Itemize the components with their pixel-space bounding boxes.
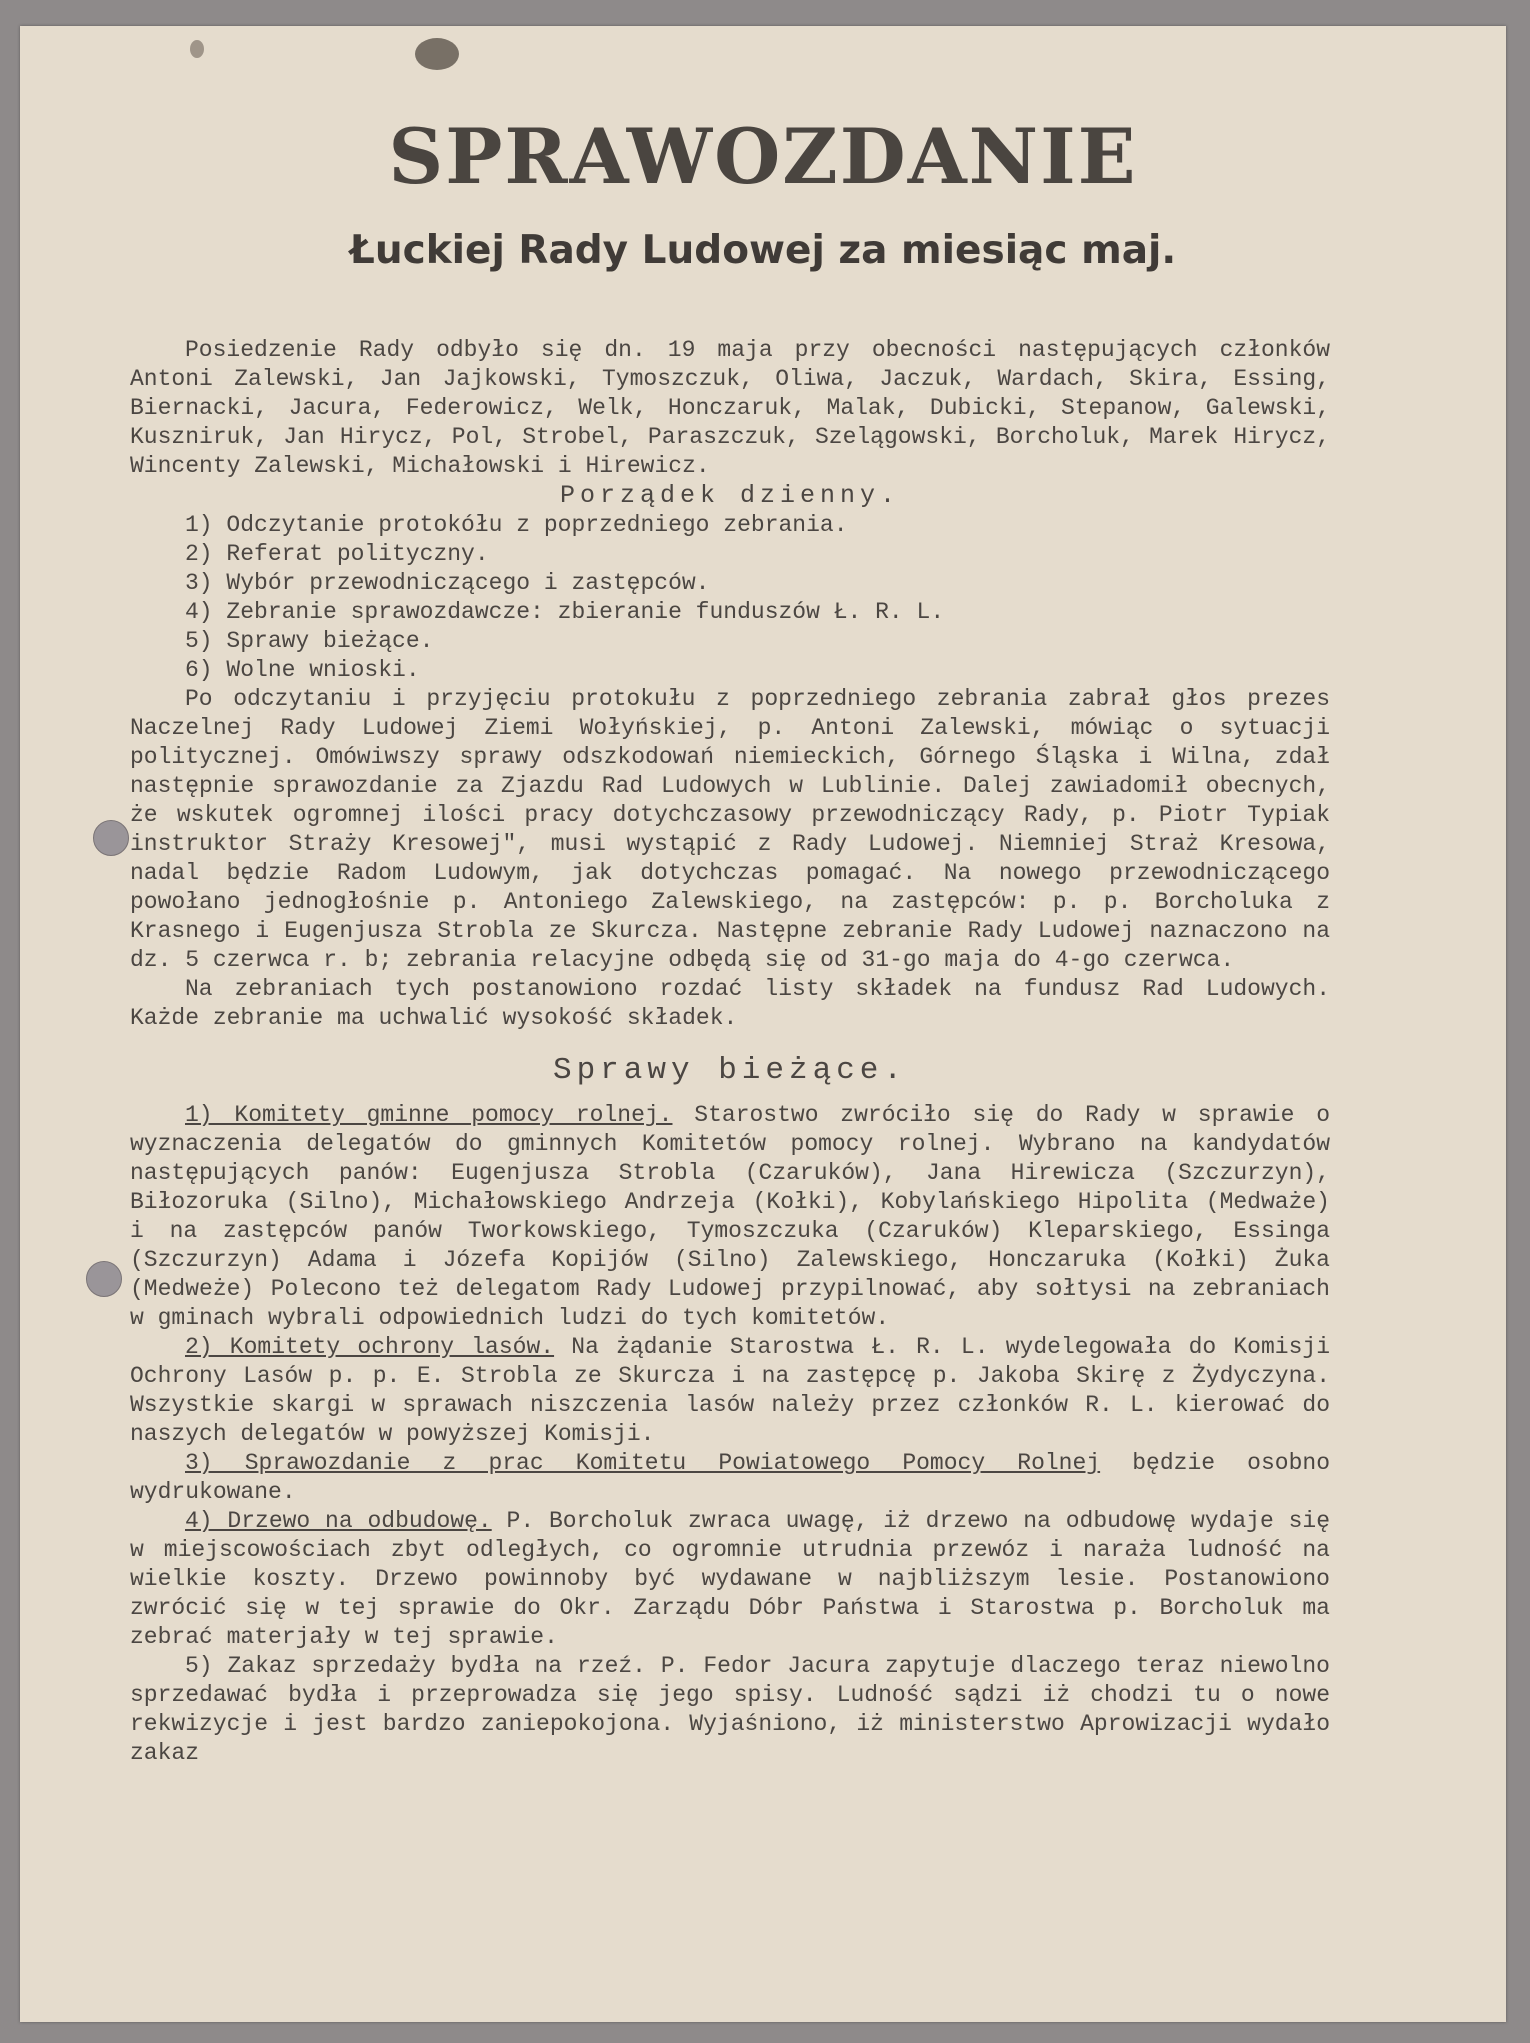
document-subtitle: Łuckiej Rady Ludowej za miesiąc maj.	[349, 228, 1177, 273]
section-heading: Sprawy bieżące.	[552, 1053, 908, 1088]
document-sheet	[20, 26, 1506, 2022]
paragraph: Po odczytaniu i przyjęciu protokułu z poprzedniego zebrania zabrał głos prezes Naczelnej Rady Ludowej Ziemi Wołyńskiej, p. Antoni Zalewski, mówiąc o sytuacji politycznej. Omówiwszy sprawy odszkodowań niemieckich, Górnego Śląska i Wilna, zdał następnie sprawozdanie za Zjazdu Rad Ludowych w Lublinie. Dalej zawiadomił obecnych, że wskutek ogromnej ilości pracy dotychczasowy przewodniczący Rady, p. Piotr Typiak instruktor Straży Kresowej", musi wystąpić z Rady Ludowej. Niemniej Straż Kresowa, nadal będzie Radom Ludowym, jak dotychczas pomagać. Na nowego przewodniczącego powołano jednogłośnie p. Antoniego Zalewskiego, na zastępców: p. p. Borcholuka z Krasnego i Eugenjusza Strobla ze Skurcza. Następne zebranie Rady Ludowej naznaczono na dz. 5 czerwca r. b; zebrania relacyjne odbędą się od 31-go maja do 4-go czerwca.	[130, 686, 1330, 973]
item-paragraph	[130, 1449, 1330, 1507]
agenda-item: 4) Zebranie sprawozdawcze: zbieranie funduszów Ł. R. L.	[185, 599, 945, 625]
item-paragraph	[130, 1507, 1330, 1652]
intro-paragraph: Posiedzenie Rady odbyło się dn. 19 maja przy obecności następujących członków Antoni Zalewski, Jan Jajkowski, Tymoszczuk, Oliwa, Jaczuk, Wardach, Skira, Essing, Biernacki, Jacura, Federowicz, Welk, Honczaruk, Malak, Dubicki, Stepanow, Galewski, Kuszniruk, Jan Hirycz, Pol, Strobel, Paraszczuk, Szelągowski, Borcholuk, Marek Hirycz, Wincenty Zalewski, Michałowski i Hirewicz.	[130, 337, 1330, 479]
item-paragraph	[130, 1652, 1330, 1768]
item-text: P. Borcholuk zwraca uwagę, iż drzewo na odbudowę wydaje się w miejscowościach zbyt odległych, co ogromnie utrudnia przewóz i naraża ludność na wielkie koszty. Drzewo powinnoby być wydawane w najbliższym lesie. Postanowiono zwrócić się w tej sprawie do Okr. Zarządu Dóbr Państwa i Starostwa p. Borcholuk ma zebrać materjały w tej sprawie.	[130, 1508, 1330, 1650]
ink-stain	[415, 38, 459, 70]
document-body	[130, 336, 1330, 1768]
agenda-item: 1) Odczytanie protokółu z poprzedniego zebrania.	[185, 512, 848, 538]
agenda-item: 3) Wybór przewodniczącego i zastępców.	[185, 570, 710, 596]
item-paragraph	[130, 1101, 1330, 1333]
agenda-item: 2) Referat polityczny.	[185, 541, 489, 567]
item-heading: 3) Sprawozdanie z prac Komitetu Powiatowego Pomocy Rolnej	[185, 1450, 1101, 1476]
agenda-heading: Porządek dzienny.	[559, 481, 901, 510]
item-heading: 4) Drzewo na odbudowę.	[185, 1508, 492, 1534]
item-heading: 1) Komitety gminne pomocy rolnej.	[185, 1102, 673, 1128]
item-heading: 2) Komitety ochrony lasów.	[185, 1334, 555, 1360]
punch-hole	[86, 1261, 122, 1297]
item-paragraph	[130, 1333, 1330, 1449]
item-text: będzie osobno wydrukowane.	[130, 1450, 1330, 1505]
agenda-list	[130, 511, 1330, 685]
document-title: SPRAWOZDANIE	[388, 112, 1138, 201]
item-text: 5) Zakaz sprzedaży bydła na rzeź. P. Fedor Jacura zapytuje dlaczego teraz niewolno sprzedawać bydła i przeprowadza się jego spisy. Ludność sądzi iż chodzi tu o nowe rekwizycje i jest bardzo zaniepokojona. Wyjaśniono, iż ministerstwo Aprowizacji wydało zakaz	[130, 1653, 1330, 1766]
agenda-item: 5) Sprawy bieżące.	[185, 628, 434, 654]
agenda-item: 6) Wolne wnioski.	[185, 657, 420, 683]
paragraph: Na zebraniach tych postanowiono rozdać listy składek na fundusz Rad Ludowych. Każde zebranie ma uchwalić wysokość składek.	[130, 976, 1330, 1031]
punch-hole	[93, 820, 129, 856]
ink-stain-small	[190, 40, 204, 58]
item-text: Na żądanie Starostwa Ł. R. L. wydelegowała do Komisji Ochrony Lasów p. p. E. Strobla ze Skurcza i na zastępcę p. Jakoba Skirę z Żydyczyna. Wszystkie skargi w sprawach niszczenia lasów należy przez członków R. L. kierować do naszych delegatów w powyższej Komisji.	[130, 1334, 1330, 1447]
item-text: Starostwo zwróciło się do Rady w sprawie o wyznaczenia delegatów do gminnych Komitetów pomocy rolnej. Wybrano na kandydatów następujących panów: Eugenjusza Strobla (Czaruków), Jana Hirewicza (Szczurzyn), Biłozoruka (Silno), Michałowskiego Andrzeja (Kołki), Kobylańskiego Hipolita (Medważe) i na zastępców panów Tworkowskiego, Tymoszczuka (Czaruków) Kleparskiego, Essinga (Szczurzyn) Adama i Józefa Kopijów (Silno) Zalewskiego, Honczaruka (Kołki) Żuka (Medweże) Polecono też delegatom Rady Ludowej przypilnować, aby sołtysi na zebraniach w gminach wybrali odpowiednich ludzi do tych komitetów.	[130, 1102, 1330, 1331]
